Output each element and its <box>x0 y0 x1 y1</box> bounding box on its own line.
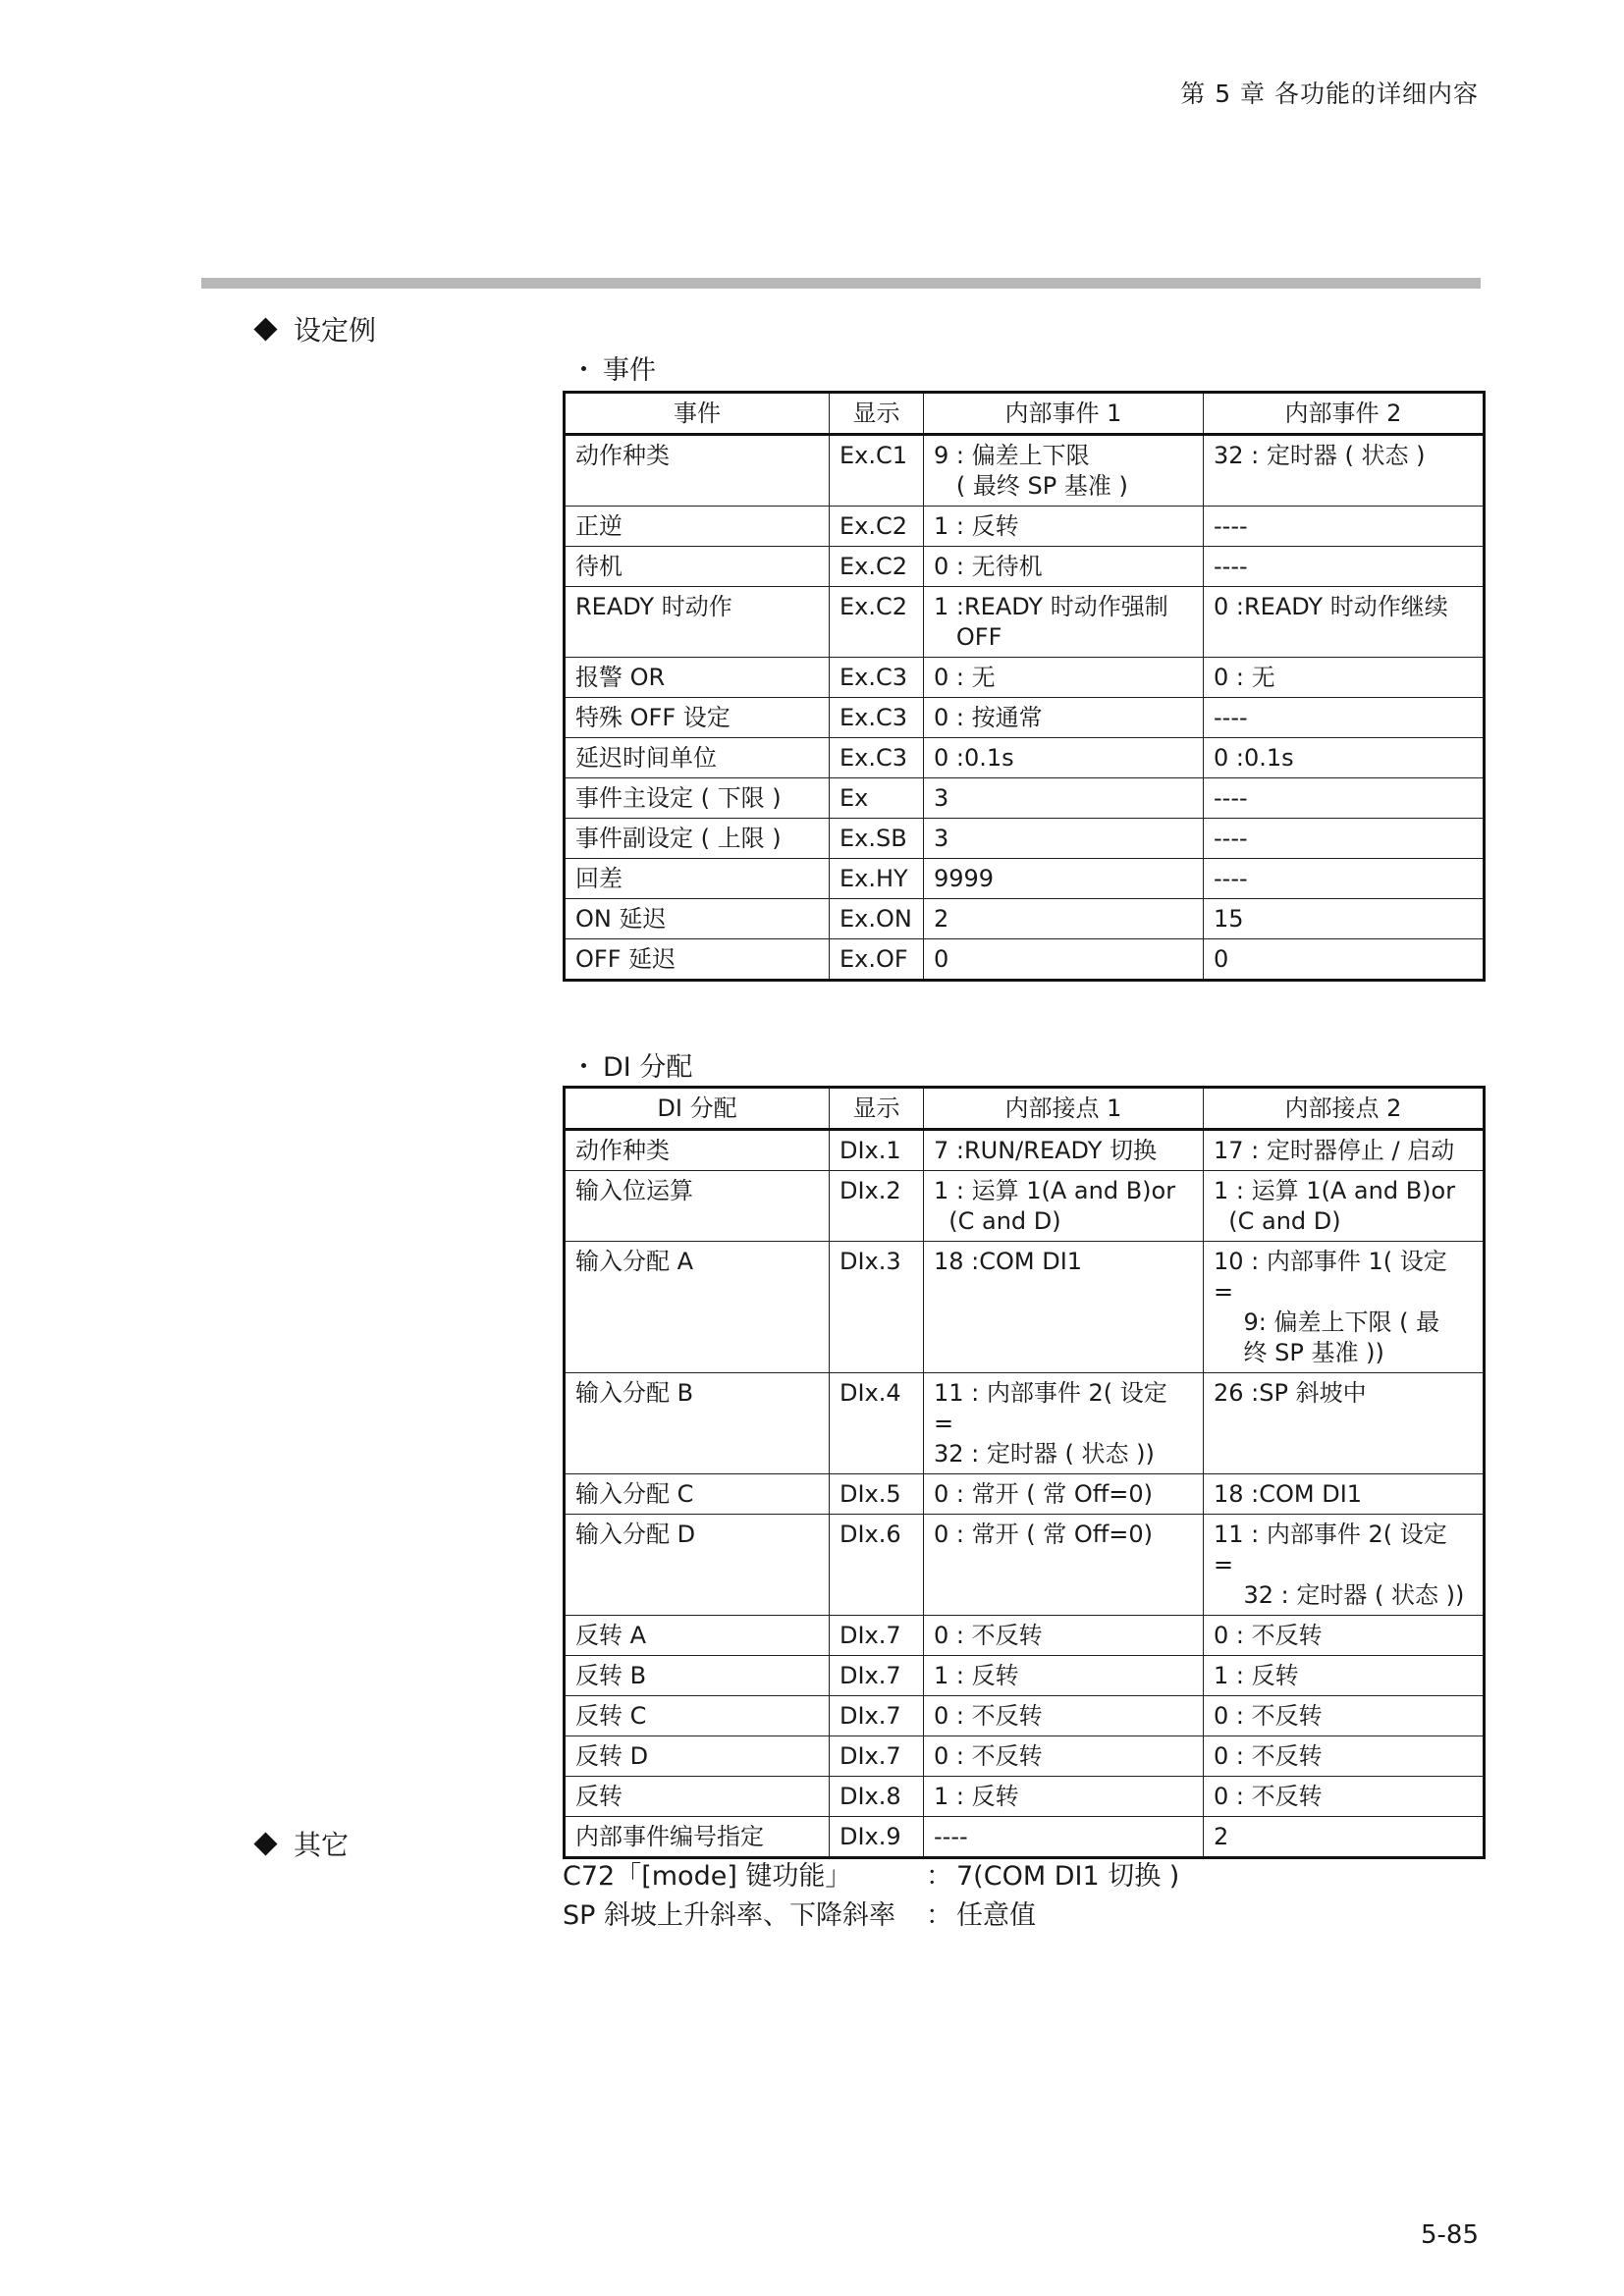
table-row <box>565 1171 1485 1242</box>
table-cell: 回差 <box>565 859 830 899</box>
table-cell: 18 :COM DI1 <box>924 1242 1204 1373</box>
table-cell: 0 : 不反转 <box>1204 1696 1485 1736</box>
table-cell: DIx.6 <box>830 1515 924 1616</box>
table-cell: Ex.C3 <box>830 658 924 698</box>
others-item-separator: ： <box>926 1861 952 1892</box>
table-row <box>565 939 1485 981</box>
table-cell: 17 : 定时器停止 / 启动 <box>1204 1130 1485 1171</box>
table-row <box>565 1474 1485 1515</box>
table-cell: Ex.C2 <box>830 587 924 658</box>
column-header: 内部接点 2 <box>1204 1088 1485 1130</box>
column-header: 内部事件 1 <box>924 393 1204 435</box>
table-cell: 内部事件编号指定 <box>565 1817 830 1858</box>
table-cell: 32 : 定时器 ( 状态 ) <box>1204 435 1485 507</box>
table-cell: 3 <box>924 778 1204 819</box>
table-cell: 1 : 运算 1(A and B)or (C and D) <box>1204 1171 1485 1242</box>
others-list <box>563 1857 1179 1936</box>
table-cell: 0 <box>1204 939 1485 981</box>
table-cell: 0 : 常开 ( 常 Off=0) <box>924 1515 1204 1616</box>
table-cell: 动作种类 <box>565 435 830 507</box>
table-cell: DIx.8 <box>830 1777 924 1817</box>
table-row <box>565 738 1485 778</box>
table-cell: 输入分配 B <box>565 1373 830 1474</box>
table-cell: ---- <box>1204 547 1485 587</box>
table-cell: 0 : 按通常 <box>924 698 1204 738</box>
table-cell: DIx.4 <box>830 1373 924 1474</box>
table-cell: 9 : 偏差上下限 ( 最终 SP 基准 ) <box>924 435 1204 507</box>
table-cell: 0 : 无待机 <box>924 547 1204 587</box>
table-cell: 正逆 <box>565 507 830 547</box>
table-cell: 2 <box>1204 1817 1485 1858</box>
table-cell: 待机 <box>565 547 830 587</box>
table-cell: DIx.5 <box>830 1474 924 1515</box>
table-cell: DIx.2 <box>830 1171 924 1242</box>
table-cell: 0 : 不反转 <box>924 1696 1204 1736</box>
table-cell: DIx.3 <box>830 1242 924 1373</box>
table-cell: Ex.C2 <box>830 547 924 587</box>
column-header: 显示 <box>830 1088 924 1130</box>
diamond-bullet-icon <box>253 1832 277 1855</box>
table-cell: 延迟时间单位 <box>565 738 830 778</box>
event-table-title-text: 事件 <box>603 355 656 386</box>
table-cell: 0 : 不反转 <box>1204 1616 1485 1656</box>
others-item-value: 7(COM DI1 切换 ) <box>956 1861 1180 1892</box>
chapter-title: 第 5 章 各功能的详细内容 <box>1180 80 1479 108</box>
column-header: 内部事件 2 <box>1204 393 1485 435</box>
table-cell: 7 :RUN/READY 切换 <box>924 1130 1204 1171</box>
table-cell: 0 : 无 <box>1204 658 1485 698</box>
table-cell: ---- <box>1204 778 1485 819</box>
others-item-key: SP 斜坡上升斜率、下降斜率 <box>563 1900 896 1931</box>
column-header: DI 分配 <box>565 1088 830 1130</box>
table-row <box>565 1242 1485 1373</box>
table-cell: 0 : 不反转 <box>924 1736 1204 1777</box>
table-row <box>565 859 1485 899</box>
table-cell: 9999 <box>924 859 1204 899</box>
table-cell: 1 : 反转 <box>924 507 1204 547</box>
table-header-row <box>565 1088 1485 1130</box>
table-cell: Ex.C3 <box>830 698 924 738</box>
table-cell: ---- <box>1204 507 1485 547</box>
section-title: 其它 <box>294 1829 350 1861</box>
table-cell: 10 : 内部事件 1( 设定 = 9: 偏差上下限 ( 最 终 SP 基准 )) <box>1204 1242 1485 1373</box>
table-cell: 1 :READY 时动作强制 OFF <box>924 587 1204 658</box>
table-row <box>565 1616 1485 1656</box>
others-item <box>563 1857 1179 1896</box>
table-cell: 反转 <box>565 1777 830 1817</box>
table-cell: Ex.HY <box>830 859 924 899</box>
table-cell: ON 延迟 <box>565 899 830 939</box>
table-row <box>565 819 1485 859</box>
table-cell: READY 时动作 <box>565 587 830 658</box>
table-cell: 反转 D <box>565 1736 830 1777</box>
table-cell: 0 : 不反转 <box>1204 1777 1485 1817</box>
others-item <box>563 1896 1179 1936</box>
table-cell: DIx.7 <box>830 1616 924 1656</box>
table-cell: Ex.SB <box>830 819 924 859</box>
table-cell: 特殊 OFF 设定 <box>565 698 830 738</box>
table-cell: DIx.1 <box>830 1130 924 1171</box>
table-cell: 输入分配 C <box>565 1474 830 1515</box>
table-row <box>565 547 1485 587</box>
table-cell: 0 :0.1s <box>1204 738 1485 778</box>
table-cell: 0 : 常开 ( 常 Off=0) <box>924 1474 1204 1515</box>
table-cell: 输入位运算 <box>565 1171 830 1242</box>
table-cell: OFF 延迟 <box>565 939 830 981</box>
table-cell: 1 : 反转 <box>924 1777 1204 1817</box>
di-table-title-text: DI 分配 <box>603 1052 693 1083</box>
others-item-value: 任意值 <box>956 1900 1036 1931</box>
table-row <box>565 899 1485 939</box>
table-cell: Ex.C2 <box>830 507 924 547</box>
table-cell: 0 : 不反转 <box>924 1616 1204 1656</box>
others-item-separator: ： <box>926 1900 952 1931</box>
table-row <box>565 1130 1485 1171</box>
table-row <box>565 658 1485 698</box>
table-cell: 2 <box>924 899 1204 939</box>
di-table-title <box>570 1045 692 1084</box>
table-cell: 输入分配 A <box>565 1242 830 1373</box>
table-cell: 1 : 运算 1(A and B)or (C and D) <box>924 1171 1204 1242</box>
table-row <box>565 507 1485 547</box>
section-rule <box>201 278 1481 289</box>
column-header: 显示 <box>830 393 924 435</box>
table-row <box>565 1817 1485 1858</box>
table-cell: Ex.OF <box>830 939 924 981</box>
table-row <box>565 1515 1485 1616</box>
table-cell: ---- <box>1204 698 1485 738</box>
table-cell: ---- <box>1204 819 1485 859</box>
table-cell: Ex <box>830 778 924 819</box>
table-cell: 事件副设定 ( 上限 ) <box>565 819 830 859</box>
diamond-bullet-icon <box>253 317 277 341</box>
table-row <box>565 778 1485 819</box>
page-number: 5-85 <box>1420 2220 1479 2250</box>
event-table <box>563 391 1486 982</box>
column-header: 事件 <box>565 393 830 435</box>
table-row <box>565 587 1485 658</box>
table-cell: 1 : 反转 <box>924 1656 1204 1696</box>
table-cell: 0 : 不反转 <box>1204 1736 1485 1777</box>
table-cell: 输入分配 D <box>565 1515 830 1616</box>
table-cell: Ex.ON <box>830 899 924 939</box>
table-row <box>565 1656 1485 1696</box>
table-cell: DIx.9 <box>830 1817 924 1858</box>
table-row <box>565 1736 1485 1777</box>
section-others <box>253 1824 349 1863</box>
table-row <box>565 698 1485 738</box>
table-row <box>565 1777 1485 1817</box>
table-cell: 事件主设定 ( 下限 ) <box>565 778 830 819</box>
table-cell: 11 : 内部事件 2( 设定 = 32 : 定时器 ( 状态 )) <box>924 1373 1204 1474</box>
table-cell: 0 :0.1s <box>924 738 1204 778</box>
event-table-title <box>570 348 656 387</box>
column-header: 内部接点 1 <box>924 1088 1204 1130</box>
table-cell: 0 <box>924 939 1204 981</box>
table-cell: 15 <box>1204 899 1485 939</box>
table-cell: 0 : 无 <box>924 658 1204 698</box>
table-cell: Ex.C1 <box>830 435 924 507</box>
section-title: 设定例 <box>294 314 377 347</box>
table-cell: 1 : 反转 <box>1204 1656 1485 1696</box>
bullet-dot: ・ <box>570 355 597 386</box>
di-assignment-table <box>563 1086 1486 1859</box>
table-cell: DIx.7 <box>830 1736 924 1777</box>
section-settings-example <box>253 309 376 348</box>
bullet-dot: ・ <box>570 1052 597 1083</box>
table-cell: 11 : 内部事件 2( 设定 = 32 : 定时器 ( 状态 )) <box>1204 1515 1485 1616</box>
table-cell: 18 :COM DI1 <box>1204 1474 1485 1515</box>
others-item-key: C72「[mode] 键功能」 <box>563 1861 852 1892</box>
table-cell: DIx.7 <box>830 1696 924 1736</box>
table-cell: 3 <box>924 819 1204 859</box>
table-cell: 反转 C <box>565 1696 830 1736</box>
table-cell: 报警 OR <box>565 658 830 698</box>
table-cell: 反转 A <box>565 1616 830 1656</box>
table-cell: DIx.7 <box>830 1656 924 1696</box>
table-cell: 26 :SP 斜坡中 <box>1204 1373 1485 1474</box>
table-cell: Ex.C3 <box>830 738 924 778</box>
table-cell: ---- <box>1204 859 1485 899</box>
table-row <box>565 1373 1485 1474</box>
table-row <box>565 1696 1485 1736</box>
table-cell: 动作种类 <box>565 1130 830 1171</box>
table-cell: ---- <box>924 1817 1204 1858</box>
table-row <box>565 435 1485 507</box>
table-cell: 0 :READY 时动作继续 <box>1204 587 1485 658</box>
table-cell: 反转 B <box>565 1656 830 1696</box>
table-header-row <box>565 393 1485 435</box>
